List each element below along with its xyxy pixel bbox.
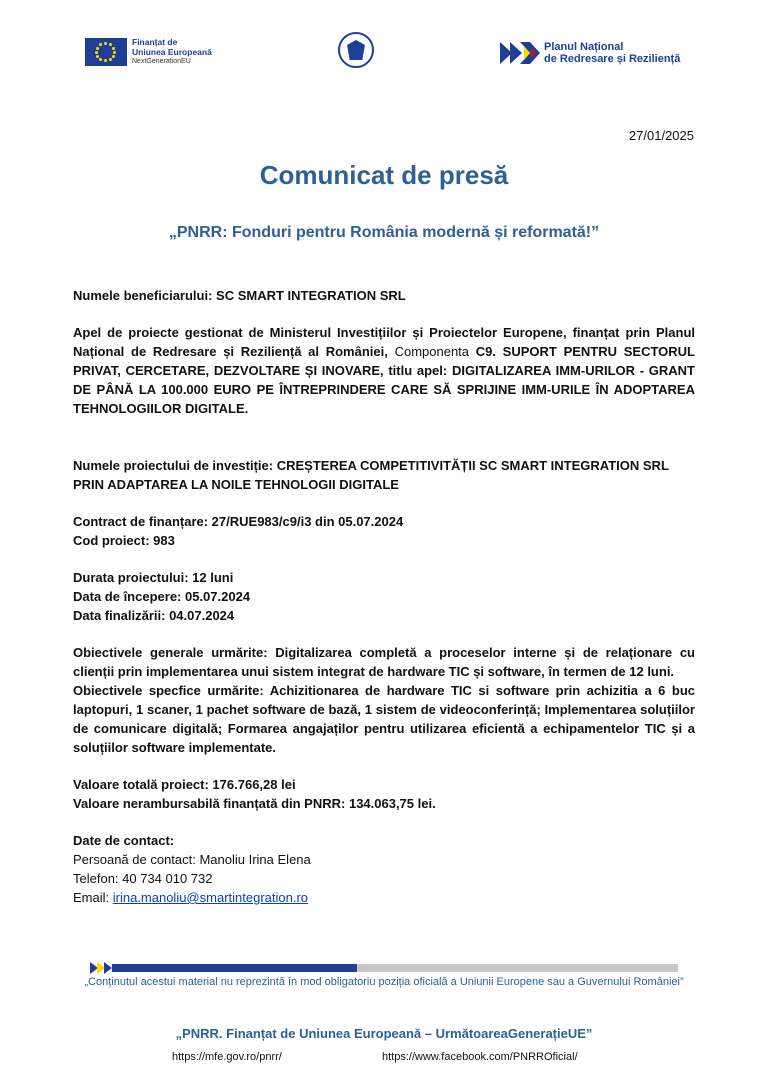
contact-person: Persoană de contact: Manoliu Irina Elena <box>73 852 311 867</box>
press-release-date: 27/01/2025 <box>628 128 694 143</box>
contact-heading: Date de contact: <box>73 833 175 848</box>
specific-objectives: Obiectivele specfice urmărite: Achizitionarea de hardware TIC si software prin achizitia a 6 buc laptopuri, 1 scaner, 1 pachet software de bază, 1 sistem de videoconferință; Implementarea soluțiilor de comunicare digitală; Formarea angajaților pentru utilizarea eficientă a echipamentelor TIC și a soluțiilor software implementate. <box>73 683 695 755</box>
call-description <box>73 323 695 418</box>
eu-disclaimer: „Conținutul acestui material nu reprezintă în mod obligatoriu poziția oficială a Uniunii Europene sau a Guvernului României” <box>84 976 684 988</box>
contact-email-label: Email: <box>73 890 113 905</box>
press-release-body <box>73 286 695 907</box>
pnrr-arrow-icon <box>500 42 540 64</box>
eu-logo-line2: Uniunea Europeană <box>132 47 212 57</box>
project-name: Numele proiectului de investiție: CREȘTEREA COMPETITIVITĂȚII SC SMART INTEGRATION SRL PRIN ADAPTAREA LA NOILE TEHNOLOGII DIGITALE <box>73 458 669 492</box>
beneficiary-name: Numele beneficiarului: SC SMART INTEGRATION SRL <box>73 288 406 303</box>
project-end-date: Data finalizării: 04.07.2024 <box>73 608 235 623</box>
eu-logo-line3: NextGenerationEU <box>132 58 191 65</box>
eu-logo-line1: Finanțat de <box>132 37 178 47</box>
mfe-link[interactable]: https://mfe.gov.ro/pnrr/ <box>172 1051 282 1063</box>
page-subtitle: „PNRR: Fonduri pentru România modernă și reformată!” <box>168 224 600 241</box>
header-logos <box>0 30 768 80</box>
romanian-government-emblem-icon <box>338 32 374 68</box>
general-objectives: Obiectivele generale urmărite: Digitalizarea completă a proceselor interne și de relaționare cu clienții prin implementarea unui sistem integrat de hardware TIC și software, în termen de 12 luni. <box>73 645 695 679</box>
contact-email-link[interactable]: irina.manoliu@smartintegration.ro <box>112 890 309 905</box>
call-description-part1: Apel de proiecte gestionat de Ministerul Investițiilor și Proiectelor Europene, finanțat prin Planul Național de Redresare și Reziliență al României, <box>73 325 695 359</box>
pnrr-logo-line1: Planul Național <box>544 41 624 53</box>
call-description-part2: Componenta <box>387 344 476 359</box>
grant-value: Valoare nerambursabilă finanțată din PNRR: 134.063,75 lei. <box>73 796 436 811</box>
footer-divider-bar <box>90 964 678 972</box>
project-code: Cod proiect: 983 <box>73 533 175 548</box>
contact-phone: Telefon: 40 734 010 732 <box>73 871 213 886</box>
eu-funding-logo <box>85 37 212 67</box>
pnrr-logo <box>500 41 680 65</box>
total-project-value: Valoare totală proiect: 176.766,28 lei <box>73 777 296 792</box>
call-description-part3: C9. SUPORT PENTRU SECTORUL PRIVAT, CERCETARE, DEZVOLTARE ȘI INOVARE, titlu apel: DIGITALIZAREA IMM-URILOR - GRANT DE PÂNĂ LA 100.000 EURO PE ÎNTREPRINDERE CARE SĂ SPRIJINE IMM-URILE ÎN ADOPTAREA TEHNOLOGIILOR DIGITALE. <box>73 344 695 416</box>
facebook-link[interactable]: https://www.facebook.com/PNRROficial/ <box>382 1051 578 1063</box>
contact-email-line <box>73 888 695 907</box>
financing-contract: Contract de finanțare: 27/RUE983/c9/i3 din 05.07.2024 <box>73 514 404 529</box>
page-title: Comunicat de presă <box>259 160 509 190</box>
footer-arrow-icon <box>90 962 112 974</box>
project-duration: Durata proiectului: 12 luni <box>73 570 234 585</box>
project-start-date: Data de începere: 05.07.2024 <box>73 589 251 604</box>
eu-flag-icon <box>85 38 127 66</box>
pnrr-logo-line2: de Redresare și Reziliență <box>544 53 681 65</box>
footer-tagline: „PNRR. Finanțat de Uniunea Europeană – UrmătoareaGenerațieUE” <box>175 1026 593 1041</box>
